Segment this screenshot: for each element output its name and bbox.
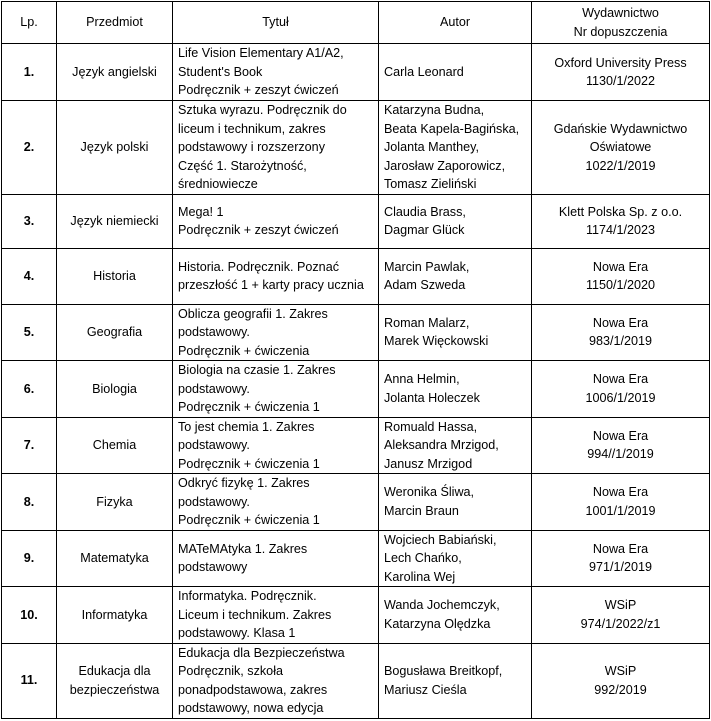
cell-author-line: Claudia Brass, xyxy=(384,204,466,219)
cell-author-line: Beata Kapela-Bagińska, xyxy=(384,121,520,136)
cell-author-line: Romuald Hassa, xyxy=(384,419,478,434)
cell-publisher xyxy=(532,587,710,644)
cell-title-line: podstawowy. xyxy=(178,325,250,339)
cell-title-line: Podręcznik + ćwiczenia 1 xyxy=(178,400,320,414)
cell-title xyxy=(173,530,379,587)
cell-author xyxy=(379,474,532,531)
cell-subject xyxy=(57,304,173,361)
cell-title xyxy=(173,304,379,361)
cell-publisher-line: 974/1/2022/z1 xyxy=(580,616,661,631)
cell-publisher-line: 1174/1/2023 xyxy=(585,223,656,237)
header-publisher xyxy=(532,2,710,44)
cell-author xyxy=(379,417,532,474)
cell-title xyxy=(173,474,379,531)
cell-subject-line: Język angielski xyxy=(72,64,157,79)
cell-publisher-line: Gdańskie Wydawnictwo xyxy=(553,121,688,136)
cell-publisher xyxy=(532,643,710,718)
header-title: Tytuł xyxy=(173,2,379,44)
cell-subject xyxy=(57,248,173,304)
cell-publisher-line: Klett Polska Sp. z o.o. xyxy=(558,204,683,219)
cell-title-line: podstawowy. xyxy=(178,438,250,452)
table-row xyxy=(2,530,710,587)
cell-publisher-line: 1022/1/2019 xyxy=(585,158,656,173)
cell-title-line: podstawowy. Klasa 1 xyxy=(178,626,296,640)
table-row xyxy=(2,101,710,195)
cell-publisher xyxy=(532,44,710,101)
cell-publisher-line: 1001/1/2019 xyxy=(585,503,656,518)
table-header-row xyxy=(2,2,710,44)
cell-author-line: Lech Chańko, xyxy=(384,551,462,565)
cell-publisher-line: Nowa Era xyxy=(592,485,649,500)
cell-author xyxy=(379,44,532,101)
cell-publisher xyxy=(532,417,710,474)
cell-title-line: Life Vision Elementary A1/A2, xyxy=(178,46,344,61)
cell-subject xyxy=(57,417,173,474)
cell-publisher-line: Nowa Era xyxy=(592,372,649,387)
cell-title-line: Edukacja dla Bezpieczeństwa xyxy=(178,645,345,660)
cell-subject-line: Matematyka xyxy=(80,551,149,565)
cell-publisher-line: Oświatowe xyxy=(589,140,652,154)
cell-author-line: Anna Helmin, xyxy=(384,372,460,387)
cell-title xyxy=(173,643,379,718)
cell-publisher-line: Nowa Era xyxy=(592,259,649,274)
cell-lp: 3. xyxy=(2,194,57,248)
cell-author-line: Roman Malarz, xyxy=(384,315,470,330)
cell-title xyxy=(173,194,379,248)
cell-subject-line: Edukacja dla xyxy=(78,664,151,678)
cell-publisher xyxy=(532,361,710,418)
cell-title-line: Historia. Podręcznik. Poznać xyxy=(178,259,339,274)
cell-subject-line: bezpieczeństwa xyxy=(69,682,160,697)
cell-lp: 4. xyxy=(2,248,57,304)
cell-author-line: Tomasz Zieliński xyxy=(384,177,477,191)
cell-lp: 5. xyxy=(2,304,57,361)
cell-title-line: Podręcznik + ćwiczenia 1 xyxy=(178,456,320,471)
cell-lp: 10. xyxy=(2,587,57,644)
cell-title-line: podstawowy. xyxy=(178,494,250,509)
cell-title-line: Liceum i technikum. Zakres xyxy=(178,607,332,622)
cell-subject-line: Biologia xyxy=(92,381,137,396)
cell-title-line: podstawowy i rozszerzony xyxy=(178,140,325,154)
cell-publisher-line: WSiP xyxy=(604,598,637,613)
cell-publisher xyxy=(532,101,710,195)
cell-title-line: To jest chemia 1. Zakres xyxy=(178,419,315,434)
cell-title-line: podstawowy xyxy=(178,560,248,575)
cell-title-line: Podręcznik + ćwiczenia xyxy=(178,343,310,358)
cell-subject-line: Chemia xyxy=(92,438,137,452)
cell-subject-line: Fizyka xyxy=(96,494,133,509)
cell-subject xyxy=(57,361,173,418)
cell-publisher-line: 1006/1/2019 xyxy=(585,390,656,405)
cell-author xyxy=(379,304,532,361)
cell-publisher-line: Nowa Era xyxy=(592,541,649,556)
cell-title-line: Informatyka. Podręcznik. xyxy=(178,589,317,603)
cell-author-line: Katarzyna Budna, xyxy=(384,103,485,117)
cell-lp: 9. xyxy=(2,530,57,587)
cell-author-line: Carla Leonard xyxy=(384,64,464,79)
table-row xyxy=(2,474,710,531)
cell-publisher-line: WSiP xyxy=(604,664,637,678)
cell-author-line: Adam Szweda xyxy=(384,278,466,292)
cell-title-line: liceum i technikum, zakres xyxy=(178,121,326,136)
cell-subject xyxy=(57,474,173,531)
cell-subject xyxy=(57,643,173,718)
table-row xyxy=(2,361,710,418)
cell-publisher-line: Oxford University Press xyxy=(554,55,687,70)
cell-subject xyxy=(57,101,173,195)
cell-publisher xyxy=(532,304,710,361)
cell-author-line: Dagmar Glück xyxy=(384,223,465,237)
table-row xyxy=(2,417,710,474)
cell-publisher-line: 1130/1/2022 xyxy=(585,74,656,88)
cell-title-line: Podręcznik + zeszyt ćwiczeń xyxy=(178,83,339,98)
cell-author-line: Karolina Wej xyxy=(384,569,456,584)
cell-author xyxy=(379,530,532,587)
cell-title-line: Mega! 1 xyxy=(178,204,224,219)
cell-publisher-line: 971/1/2019 xyxy=(588,560,653,575)
cell-publisher xyxy=(532,530,710,587)
header-author: Autor xyxy=(379,2,532,44)
cell-author-line: Jolanta Holeczek xyxy=(384,390,480,405)
table-row xyxy=(2,587,710,644)
cell-publisher-line: 992/2019 xyxy=(594,682,647,697)
cell-author xyxy=(379,587,532,644)
table-body xyxy=(2,44,710,719)
cell-title xyxy=(173,44,379,101)
cell-title-line: Podręcznik + ćwiczenia 1 xyxy=(178,513,320,527)
cell-author-line: Marcin Braun xyxy=(384,503,459,518)
cell-title-line: Oblicza geografii 1. Zakres xyxy=(178,306,328,321)
cell-publisher-line: 1150/1/2020 xyxy=(585,278,656,292)
cell-title-line: przeszłość 1 + karty pracy ucznia xyxy=(178,278,364,292)
cell-author xyxy=(379,643,532,718)
cell-author-line: Marcin Pawlak, xyxy=(384,259,470,274)
cell-author-line: Jolanta Manthey, xyxy=(384,140,479,154)
table-row xyxy=(2,304,710,361)
cell-publisher xyxy=(532,474,710,531)
cell-subject-line: Język polski xyxy=(80,140,149,154)
table-row xyxy=(2,44,710,101)
cell-subject xyxy=(57,194,173,248)
cell-lp: 1. xyxy=(2,44,57,101)
table-row xyxy=(2,643,710,718)
cell-subject-line: Informatyka xyxy=(81,607,148,622)
header-approval-line: Nr dopuszczenia xyxy=(573,24,668,39)
cell-title-line: podstawowy, nowa edycja xyxy=(178,701,324,715)
table-row xyxy=(2,248,710,304)
header-publisher-line: Wydawnictwo xyxy=(582,6,659,20)
cell-author-line: Wanda Jochemczyk, xyxy=(384,598,500,613)
cell-title-line: Odkryć fizykę 1. Zakres xyxy=(178,476,310,490)
cell-title-line: Podręcznik + zeszyt ćwiczeń xyxy=(178,223,339,237)
cell-title-line: Student's Book xyxy=(178,64,263,79)
cell-author-line: Katarzyna Olędzka xyxy=(384,616,491,631)
cell-lp: 8. xyxy=(2,474,57,531)
cell-title xyxy=(173,101,379,195)
cell-lp: 6. xyxy=(2,361,57,418)
cell-subject-line: Historia xyxy=(93,268,136,283)
cell-author xyxy=(379,194,532,248)
cell-title xyxy=(173,417,379,474)
cell-subject-line: Język niemiecki xyxy=(70,213,159,228)
cell-subject xyxy=(57,44,173,101)
cell-title xyxy=(173,587,379,644)
cell-author-line: Aleksandra Mrzigod, xyxy=(384,438,499,452)
cell-title-line: podstawowy. xyxy=(178,381,250,396)
cell-title-line: MATeMAtyka 1. Zakres xyxy=(178,541,308,556)
cell-publisher-line: 994//1/2019 xyxy=(587,447,654,462)
cell-title xyxy=(173,248,379,304)
cell-title-line: ponadpodstawowa, zakres xyxy=(178,682,328,697)
header-subject: Przedmiot xyxy=(57,2,173,44)
cell-title-line: średniowiecze xyxy=(178,177,258,191)
cell-subject-line: Geografia xyxy=(86,325,143,339)
cell-author-line: Bogusława Breitkopf, xyxy=(384,664,503,678)
header-lp: Lp. xyxy=(2,2,57,44)
cell-subject xyxy=(57,530,173,587)
cell-author xyxy=(379,361,532,418)
cell-title-line: Podręcznik, szkoła xyxy=(178,664,283,678)
cell-author-line: Jarosław Zaporowicz, xyxy=(384,158,506,173)
cell-author-line: Marek Więckowski xyxy=(384,334,489,349)
cell-lp: 7. xyxy=(2,417,57,474)
cell-author-line: Weronika Śliwa, xyxy=(384,485,475,500)
cell-publisher-line: Nowa Era xyxy=(592,315,649,330)
cell-author xyxy=(379,101,532,195)
cell-lp: 11. xyxy=(2,643,57,718)
cell-author-line: Wojciech Babiański, xyxy=(384,532,497,547)
cell-lp: 2. xyxy=(2,101,57,195)
cell-publisher xyxy=(532,248,710,304)
cell-author-line: Janusz Mrzigod xyxy=(384,456,473,471)
textbook-list-table xyxy=(1,1,710,719)
cell-publisher xyxy=(532,194,710,248)
cell-subject xyxy=(57,587,173,644)
cell-title-line: Część 1. Starożytność, xyxy=(178,158,307,173)
cell-title xyxy=(173,361,379,418)
table-row xyxy=(2,194,710,248)
cell-publisher-line: 983/1/2019 xyxy=(588,334,653,349)
cell-author xyxy=(379,248,532,304)
cell-title-line: Biologia na czasie 1. Zakres xyxy=(178,363,336,377)
cell-title-line: Sztuka wyrazu. Podręcznik do xyxy=(178,103,347,117)
cell-author-line: Mariusz Cieśla xyxy=(384,682,467,697)
cell-publisher-line: Nowa Era xyxy=(592,428,649,443)
